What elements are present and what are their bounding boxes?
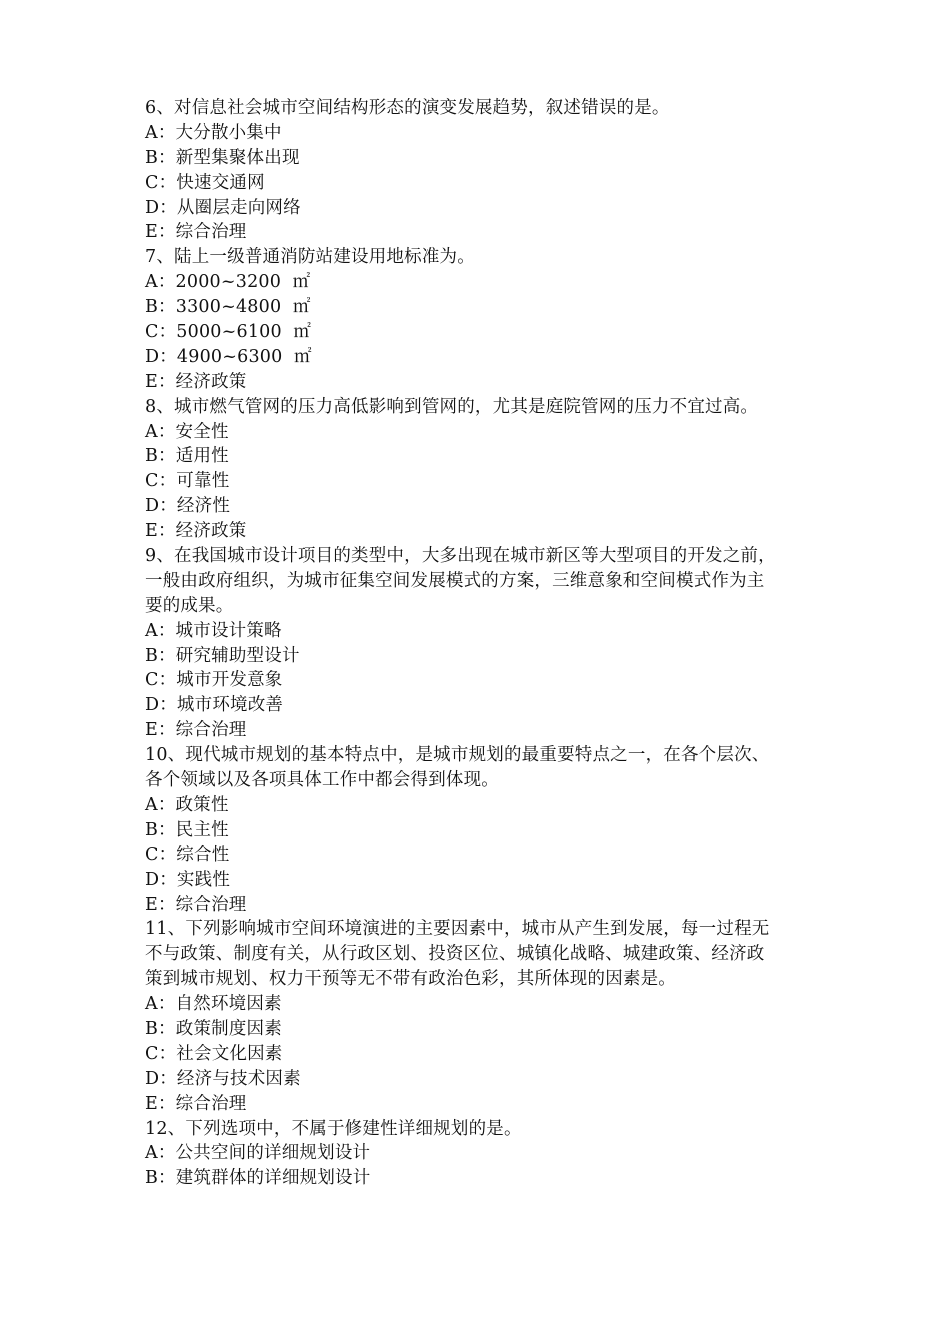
option-c: C：社会文化因素 (145, 1043, 283, 1064)
option-a: A：自然环境因素 (145, 994, 282, 1015)
option-e: E：经济政策 (145, 521, 247, 542)
option-c: C：5000~6100 ㎡ (145, 322, 312, 343)
question-stem: 要的成果。 (145, 595, 234, 616)
question-9 (145, 544, 825, 743)
question-stem: 策到城市规划、权力干预等无不带有政治色彩，其所体现的因素是。 (145, 969, 676, 990)
option-a: A：大分散小集中 (145, 122, 282, 143)
question-8 (145, 395, 825, 544)
question-stem: 8、城市燃气管网的压力高低影响到管网的，尤其是庭院管网的压力不宜过高。 (145, 396, 759, 417)
option-b: B：新型集聚体出现 (145, 147, 300, 168)
option-c: C：可靠性 (145, 471, 230, 492)
option-a: A：安全性 (145, 421, 229, 442)
question-stem: 12、下列选项中，不属于修建性详细规划的是。 (145, 1118, 522, 1139)
question-7 (145, 245, 825, 394)
option-e: E：综合治理 (145, 222, 247, 243)
option-b: B：建筑群体的详细规划设计 (145, 1168, 371, 1189)
document-page (145, 96, 825, 1191)
option-a: A：城市设计策略 (145, 620, 282, 641)
option-d: D：4900~6300 ㎡ (145, 346, 312, 367)
option-d: D：实践性 (145, 869, 231, 890)
question-stem: 不与政策、制度有关，从行政区划、投资区位、城镇化战略、城建政策、经济政 (145, 944, 765, 965)
option-d: D：经济性 (145, 496, 231, 517)
question-stem: 9、在我国城市设计项目的类型中，大多出现在城市新区等大型项目的开发之前， (145, 546, 776, 567)
option-b: B：适用性 (145, 446, 229, 467)
option-b: B：政策制度因素 (145, 1018, 282, 1039)
option-b: B：3300~4800 ㎡ (145, 297, 311, 318)
option-a: A：政策性 (145, 794, 229, 815)
question-stem: 一般由政府组织，为城市征集空间发展模式的方案，三维意象和空间模式作为主 (145, 570, 765, 591)
option-c: C：快速交通网 (145, 172, 265, 193)
option-c: C：城市开发意象 (145, 670, 283, 691)
option-b: B：研究辅助型设计 (145, 645, 300, 666)
option-d: D：从圈层走向网络 (145, 197, 301, 218)
question-stem: 7、陆上一级普通消防站建设用地标准为。 (145, 247, 475, 268)
question-stem: 各个领域以及各项具体工作中都会得到体现。 (145, 770, 499, 791)
question-stem: 10、现代城市规划的基本特点中，是城市规划的最重要特点之一，在各个层次、 (145, 745, 770, 766)
option-a: A：2000~3200 ㎡ (145, 272, 311, 293)
option-b: B：民主性 (145, 819, 229, 840)
question-12 (145, 1117, 825, 1192)
option-d: D：经济与技术因素 (145, 1068, 301, 1089)
question-10 (145, 743, 825, 917)
option-e: E：综合治理 (145, 894, 247, 915)
option-d: D：城市环境改善 (145, 695, 284, 716)
question-stem: 11、下列影响城市空间环境演进的主要因素中，城市从产生到发展，每一过程无 (145, 919, 770, 940)
option-e: E：综合治理 (145, 720, 247, 741)
question-11 (145, 917, 825, 1116)
option-a: A：公共空间的详细规划设计 (145, 1143, 371, 1164)
question-6 (145, 96, 825, 245)
option-e: E：综合治理 (145, 1093, 247, 1114)
question-stem: 6、对信息社会城市空间结构形态的演变发展趋势，叙述错误的是。 (145, 98, 670, 118)
option-e: E：经济政策 (145, 371, 247, 392)
option-c: C：综合性 (145, 844, 230, 865)
